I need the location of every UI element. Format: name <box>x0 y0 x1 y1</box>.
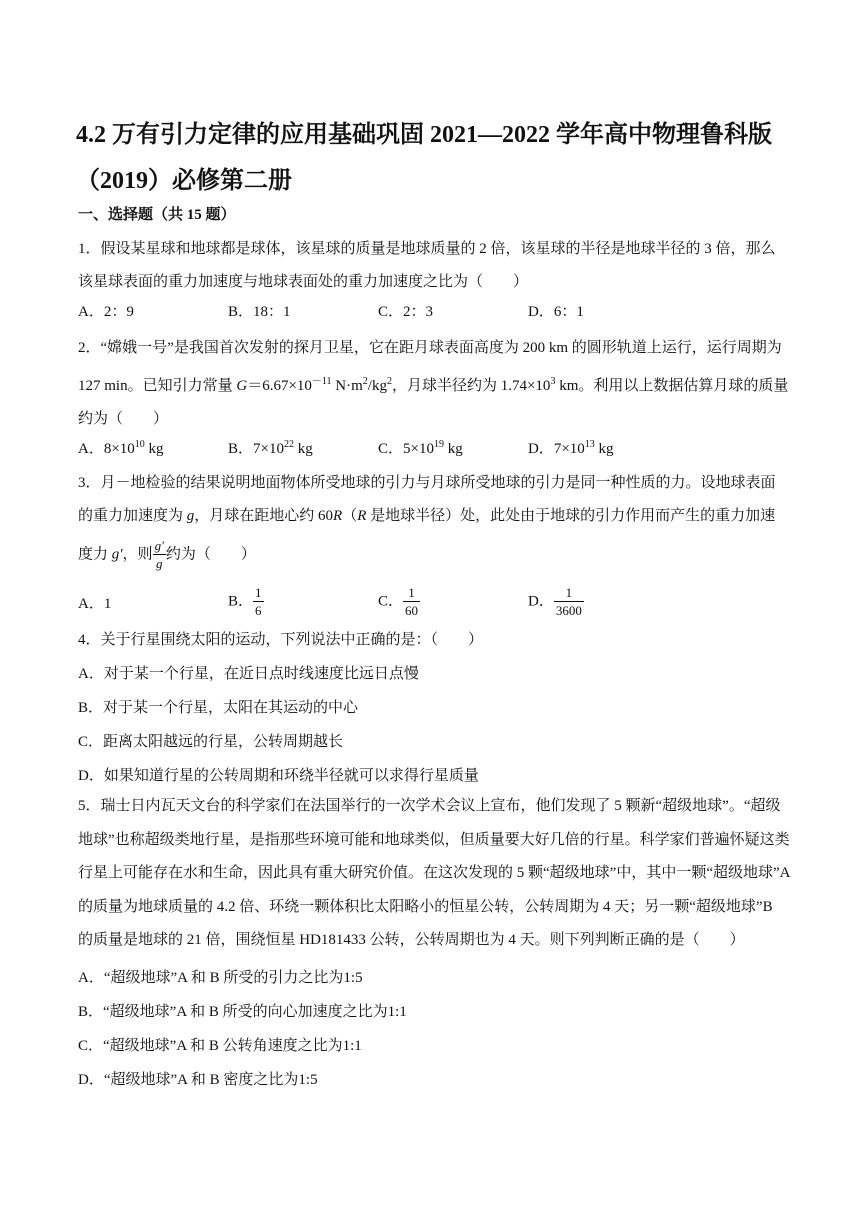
question-2: 2．“嫦娥一号”是我国首次发射的探月卫星，它在距月球表面高度为 200 km 的圆形轨道上运行，运行周期为 127 min。已知引力常量 $G=6.67\times 10^{-11}$ $N\cdot m^2/kg^2$，月球半径约为 $1.74\times 10^3$ km。利用以上数据估算月球的质量约为（ ） <box>78 340 789 427</box>
option-b: B．$7\times 10^{22}$ kg <box>228 439 313 457</box>
option-d: D．6：1 <box>528 304 584 320</box>
option-c: C．“超级地球”A 和 B 公转角速度之比为1:1 <box>78 1038 362 1054</box>
option-b: B．“超级地球”A 和 B 所受的向心加速度之比为1:1 <box>78 1004 407 1020</box>
question-1: 1．假设某星球和地球都是球体，该星球的质量是地球质量的 2 倍，该星球的半径是地球半径的 3 倍，那么该星球表面的重力加速度与地球表面处的重力加速度之比为（ ） <box>78 241 776 290</box>
ratio-fraction: $\frac{g'}{g}$ <box>154 538 164 571</box>
option-a: A．$8\times 10^{10}$ kg <box>78 439 164 457</box>
option-d: D．“超级地球”A 和 B 密度之比为1:5 <box>78 1072 318 1088</box>
question-3-line-3: 度力 g′，则 $\frac{g'}{g}$ 约为（ ） <box>78 538 256 571</box>
option-b: B． $\frac{1}{6}$ <box>228 585 262 618</box>
option-d: D．如果知道行星的公转周期和环绕半径就可以求得行星质量 <box>78 768 479 784</box>
document-title: 4.2 万有引力定律的应用基础巩固 2021—2022 学年高中物理鲁科版（2019）必修第二册 <box>76 122 772 194</box>
option-c: C．距离太阳越远的行星，公转周期越长 <box>78 734 344 750</box>
question-3-line-1: 3．月－地检验的结果说明地面物体所受地球的引力与月球所受地球的引力是同一种性质的力。设地球表面 <box>78 475 776 491</box>
option-a: A．“超级地球”A 和 B 所受的引力之比为1:5 <box>78 970 363 986</box>
option-c: C．$5\times 10^{19}$ kg <box>378 439 463 457</box>
section-heading: 一、选择题（共 15 题） <box>78 207 236 223</box>
question-4: 4．关于行星围绕太阳的运动，下列说法中正确的是：（ ） <box>78 632 484 648</box>
option-a: A．1 <box>78 596 112 612</box>
question-3-line-2: 的重力加速度为 g，月球在距地心约 60R（R 是地球半径）处，此处由于地球的引力作用而产生的重力加速 <box>78 508 776 524</box>
option-c: C． $\frac{1}{60}$ <box>378 585 419 618</box>
option-a: A．对于某一个行星，在近日点时线速度比远日点慢 <box>78 666 419 682</box>
question-5: 5．瑞士日内瓦天文台的科学家们在法国举行的一次学术会议上宣布，他们发现了 5 颗新“超级地球”。“超级地球”也称超级类地行星，是指那些环境可能和地球类似，但质量要大好几倍的行星。科学家们普遍怀疑这类行星上可能存在水和生命，因此具有重大研究价值。在这次发现的 5 颗“超级地球”中，其中一颗“超级地球”A 的质量为地球质量的 4.2 倍、环绕一颗体积比太阳略小的恒星公转，公转周期为 4 天；另一颗“超级地球”B 的质量是地球的 21 倍，围绕恒星 HD181433 公转，公转周期也为 4 天。则下列判断正确的是（ ） <box>78 798 790 948</box>
option-b: B．18：1 <box>228 304 291 320</box>
option-c: C．2：3 <box>378 304 434 320</box>
option-d: D． $\frac{1}{3600}$ <box>528 585 582 618</box>
option-b: B．对于某一个行星，太阳在其运动的中心 <box>78 700 359 716</box>
option-a: A．2：9 <box>78 304 134 320</box>
option-d: D．$7\times 10^{13}$ kg <box>528 439 614 457</box>
